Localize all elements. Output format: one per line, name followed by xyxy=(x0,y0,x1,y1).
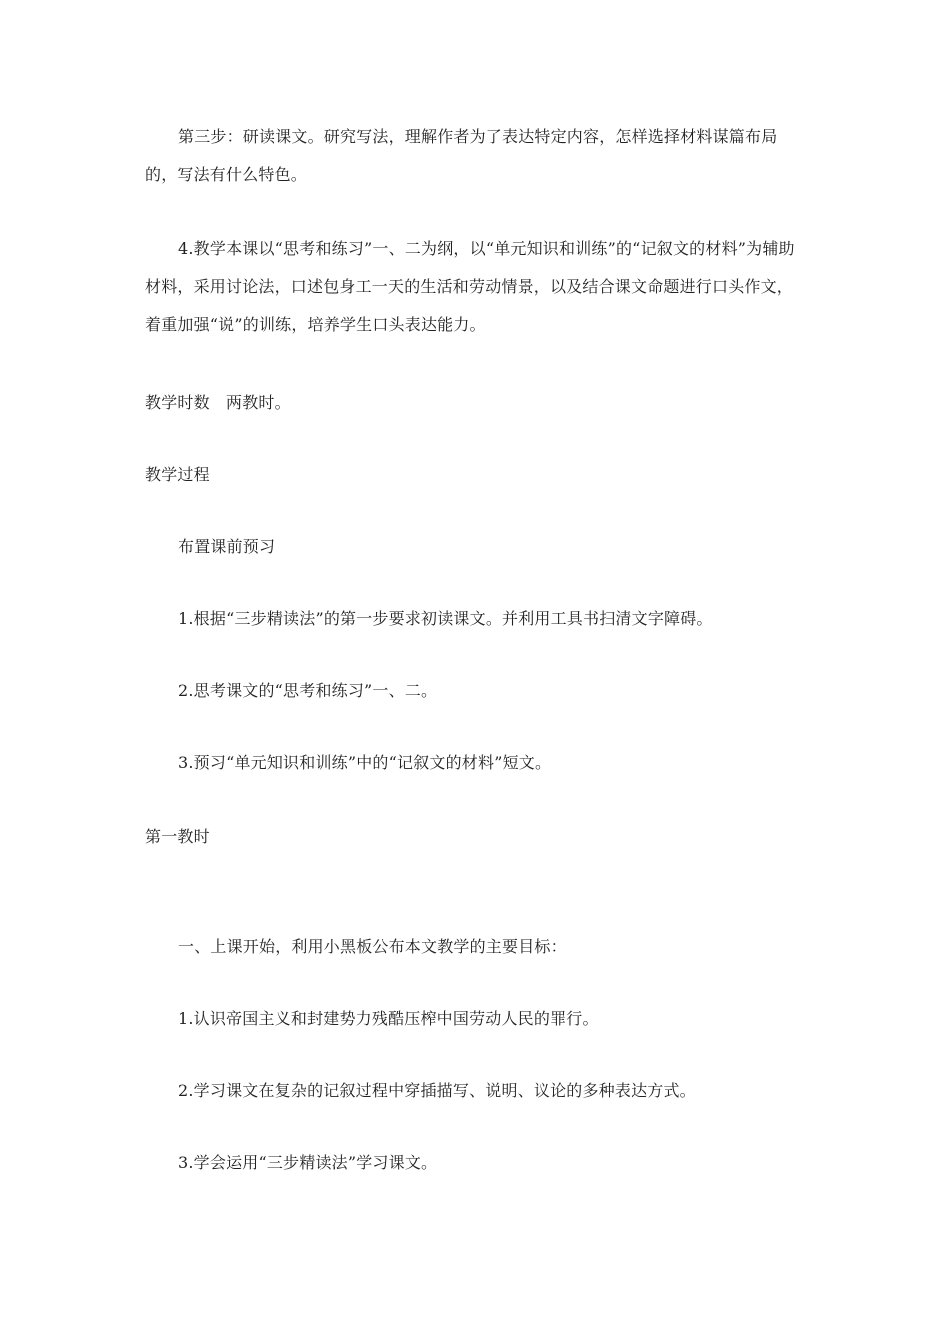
preview-item-3: 3.预习“单元知识和训练”中的“记叙文的材料”短文。 xyxy=(178,753,552,772)
paragraph-teaching-method: 4.教学本课以“思考和练习”一、二为纲，以“单元知识和训练”的“记叙文的材料”为辅助材料，采用讨论法，口述包身工一天的生活和劳动情景，以及结合课文命题进行口头作文，着重加强“说”的训练，培养学生口头表达能力。 xyxy=(145,239,795,334)
preview-item-1: 1.根据“三步精读法”的第一步要求初读课文。并利用工具书扫清文字障碍。 xyxy=(178,609,713,628)
paragraph-lesson-start: 一、上课开始，利用小黑板公布本文教学的主要目标： xyxy=(178,937,567,956)
goal-item-1: 1.认识帝国主义和封建势力残酷压榨中国劳动人民的罪行。 xyxy=(178,1009,599,1028)
paragraph-step-three: 第三步：研读课文。研究写法，理解作者为了表达特定内容，怎样选择材料谋篇布局的，写法有什么特色。 xyxy=(145,127,778,184)
heading-first-lesson: 第一教时 xyxy=(145,827,210,846)
goal-item-3: 3.学会运用“三步精读法”学习课文。 xyxy=(178,1153,438,1172)
heading-preview-assignment: 布置课前预习 xyxy=(178,537,276,556)
goal-item-2: 2.学习课文在复杂的记叙过程中穿插描写、说明、议论的多种表达方式。 xyxy=(178,1081,696,1100)
preview-item-2: 2.思考课文的“思考和练习”一、二。 xyxy=(178,681,438,700)
paragraph-class-hours: 教学时数 两教时。 xyxy=(145,393,291,412)
heading-teaching-process: 教学过程 xyxy=(145,465,210,484)
